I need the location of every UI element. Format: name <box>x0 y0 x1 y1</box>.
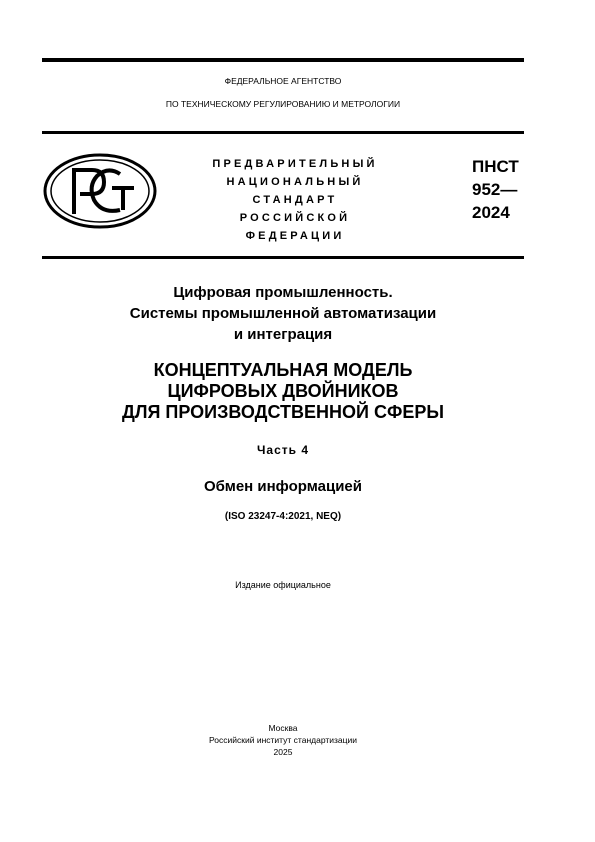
footer-institute: Российский институт стандартизации <box>209 735 357 745</box>
title-rule <box>42 256 524 259</box>
main-title-line: КОНЦЕПТУАЛЬНАЯ МОДЕЛЬ <box>153 360 413 380</box>
standard-type-line: РОССИЙСКОЙ <box>239 212 351 224</box>
part-title: Обмен информацией <box>204 478 362 495</box>
iso-reference: (ISO 23247-4:2021, NEQ) <box>224 511 342 522</box>
standard-type-line: СТАНДАРТ <box>252 194 338 206</box>
footer-year: 2025 <box>273 747 293 757</box>
agency-name-line1: ФЕДЕРАЛЬНОЕ АГЕНТСТВО <box>224 76 342 86</box>
main-title-line: ЦИФРОВЫХ ДВОЙНИКОВ <box>167 381 399 401</box>
subject-line: Системы промышленной автоматизации <box>129 305 437 322</box>
main-title-line: ДЛЯ ПРОИЗВОДСТВЕННОЙ СФЕРЫ <box>122 402 444 422</box>
standard-code-line: 952— <box>472 180 518 199</box>
standard-code-line: 2024 <box>472 203 510 222</box>
standard-type <box>180 155 410 245</box>
agency-name-line2: ПО ТЕХНИЧЕСКОМУ РЕГУЛИРОВАНИЮ И МЕТРОЛОГИИ <box>165 99 401 109</box>
header-rule <box>42 131 524 134</box>
standard-code-line: ПНСТ <box>472 157 519 176</box>
subject-line: и интеграция <box>233 326 333 343</box>
standard-type-line: ПРЕДВАРИТЕЛЬНЫЙ <box>212 158 378 170</box>
publisher-footer <box>42 722 524 758</box>
rst-logo-icon <box>42 152 158 230</box>
document-subject <box>42 282 524 345</box>
standard-type-line: ФЕДЕРАЦИИ <box>245 230 345 242</box>
standard-type-line: НАЦИОНАЛЬНЫЙ <box>226 176 364 188</box>
document-main-title <box>42 360 524 423</box>
standard-code <box>472 155 519 224</box>
footer-city: Москва <box>268 723 298 733</box>
edition-label: Издание официальное <box>235 580 331 590</box>
part-number: Часть 4 <box>256 443 310 457</box>
top-rule <box>42 58 524 62</box>
subject-line: Цифровая промышленность. <box>173 284 393 301</box>
